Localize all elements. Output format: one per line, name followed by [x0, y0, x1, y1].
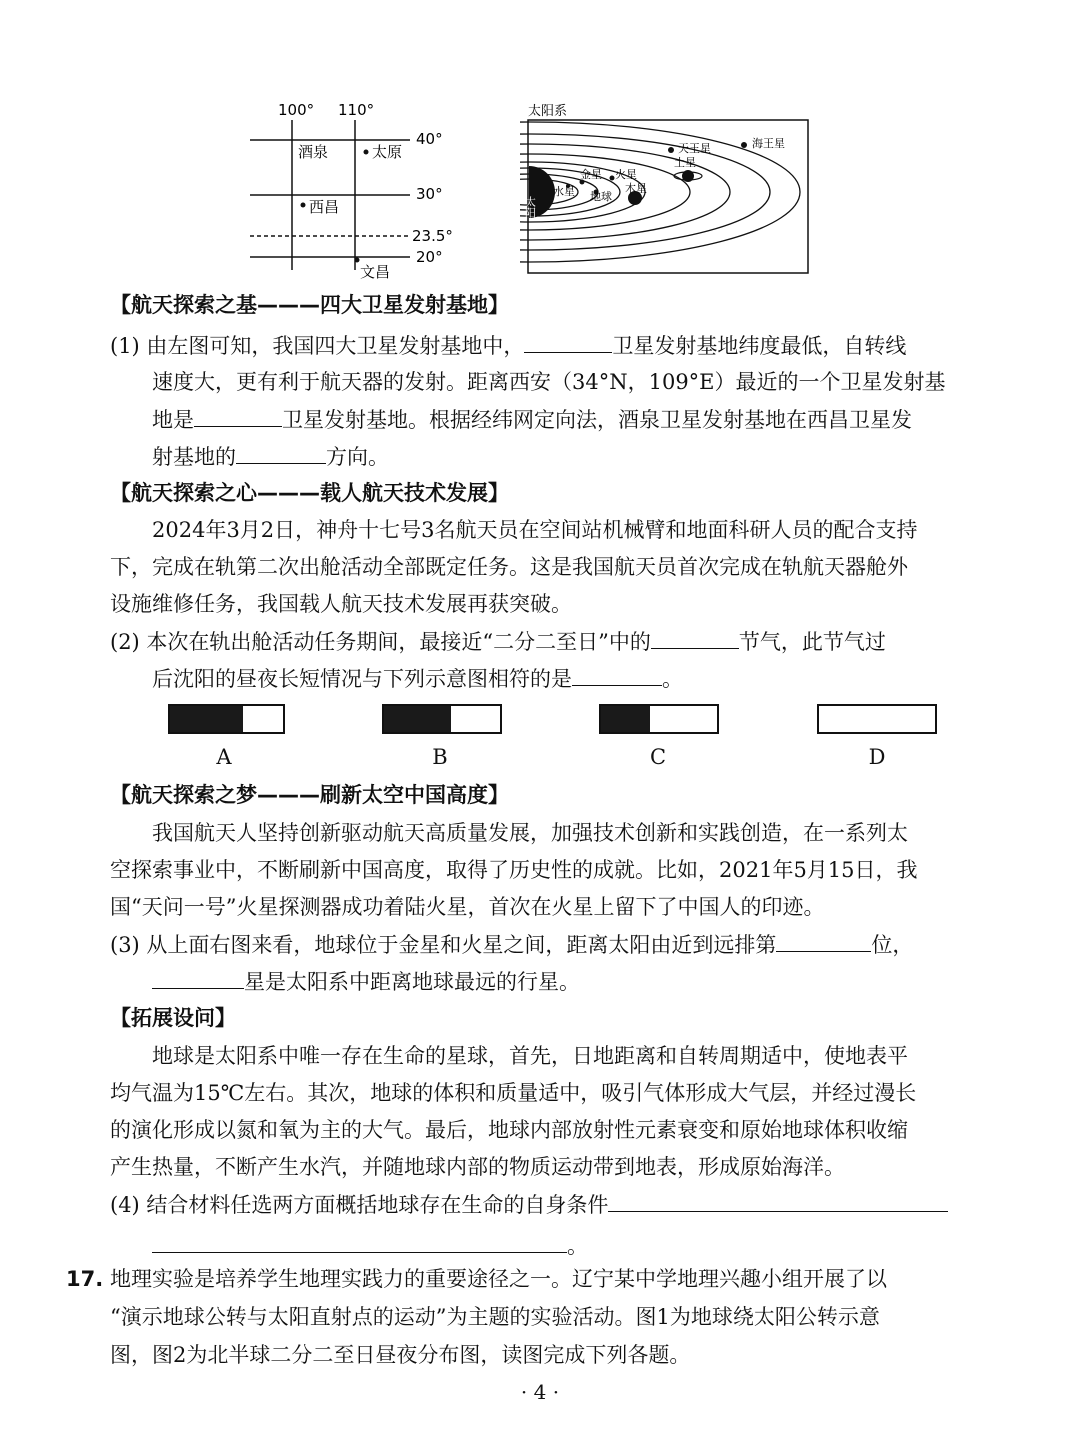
q1-text-f: 射基地的 — [152, 445, 236, 469]
lat-23-5-label: 23.5° — [412, 227, 453, 245]
q3-text-c: 星是太阳系中距离地球最远的行星。 — [244, 970, 580, 994]
q1-line2: 速度大，更有利于航天器的发射。距离西安（34°N，109°E）最近的一个卫星发射基 — [152, 370, 946, 394]
lon-100-label: 100° — [278, 101, 315, 119]
q2-blank-2[interactable] — [572, 663, 662, 686]
sec2-para-line1: 2024年3月2日，神舟十七号3名航天员在空间站机械臂和地面科研人员的配合支持 — [152, 518, 918, 542]
q1-text-e: 卫星发射基地。根据经纬网定向法，酒泉卫星发射基地在西昌卫星发 — [282, 408, 912, 432]
saturn-label: 土星 — [674, 156, 696, 169]
sec4-para-line1: 地球是太阳系中唯一存在生命的星球，首先，日地距离和自转周期适中，使地表平 — [152, 1044, 908, 1068]
q17-line2: “演示地球公转与太阳直射点的运动”为主题的实验活动。图1为地球绕太阳公转示意 — [110, 1305, 880, 1329]
q4-line2 — [152, 1230, 588, 1261]
site-wenchang: 文昌 — [360, 263, 391, 281]
neptune-label: 海王星 — [752, 137, 785, 150]
q3-line1 — [110, 929, 913, 960]
uranus-label: 天王星 — [678, 142, 711, 155]
section4-heading: 【拓展设问】 — [110, 1006, 236, 1030]
option-b-night — [384, 706, 451, 732]
q1-blank-1[interactable] — [524, 330, 612, 353]
sec2-para-line2: 下，完成在轨第二次出舱活动全部既定任务。这是我国航天员首次完成在轨航天器舱外 — [110, 555, 908, 579]
site-xichang: 西昌 — [309, 198, 340, 216]
jupiter-label: 木星 — [625, 182, 647, 195]
q4-blank-1[interactable] — [608, 1189, 948, 1212]
sec3-para-line1: 我国航天人坚持创新驱动航天高质量发展，加强技术创新和实践创造，在一系列太 — [152, 821, 908, 845]
option-c-label: C — [649, 745, 667, 769]
lat-30-label: 30° — [416, 185, 443, 203]
sun-label: 太阳 — [523, 196, 537, 218]
q4-text-b: 。 — [567, 1234, 588, 1258]
q2-text-d: 。 — [662, 667, 683, 691]
q4-blank-2[interactable] — [152, 1230, 567, 1253]
q2-line2 — [152, 663, 683, 694]
q2-text-a: (2) 本次在轨出舱活动任务期间，最接近“二分二至日”中的 — [110, 630, 651, 654]
option-b-label: B — [432, 745, 448, 769]
q3-blank-1[interactable] — [776, 929, 871, 952]
page-number: · 4 · — [520, 1380, 560, 1404]
q2-text-b: 节气，此节气过 — [738, 630, 886, 654]
q1-text-d: 地是 — [152, 408, 194, 432]
q3-text-a: (3) 从上面右图来看，地球位于金星和火星之间，距离太阳由近到远排第 — [110, 933, 777, 957]
q1-blank-3[interactable] — [236, 441, 326, 464]
sec4-para-line3: 的演化形成以氮和氧为主的大气。最后，地球内部放射性元素衰变和原始地球体积收缩 — [110, 1118, 908, 1142]
q2-text-c: 后沈阳的昼夜长短情况与下列示意图相符的是 — [152, 667, 572, 691]
option-c-bar — [599, 704, 719, 734]
sec4-para-line4: 产生热量，不断产生水汽，并随地球内部的物质运动带到地表，形成原始海洋。 — [110, 1155, 845, 1179]
option-d-bar — [817, 704, 937, 734]
q3-blank-2[interactable] — [152, 966, 244, 989]
solar-system-diagram — [520, 100, 820, 280]
site-taiyuan: 太原 — [372, 143, 403, 161]
q1-text-b: 卫星发射基地纬度最低，自转线 — [612, 334, 907, 358]
mercury-label: 水星 — [553, 185, 575, 198]
q1-text-g: 方向。 — [326, 445, 389, 469]
sec3-para-line2: 空探索事业中，不断刷新中国高度，取得了历史性的成就。比如，2021年5月15日，我 — [110, 858, 918, 882]
section3-heading: 【航天探索之梦———刷新太空中国高度】 — [110, 783, 509, 807]
q2-line1 — [110, 626, 886, 657]
q1-blank-2[interactable] — [194, 404, 282, 427]
q1-line1 — [110, 330, 906, 361]
q4-text-a: (4) 结合材料任选两方面概括地球存在生命的自身条件 — [110, 1193, 609, 1217]
section2-heading: 【航天探索之心———载人航天技术发展】 — [110, 481, 509, 505]
lat-20-label: 20° — [416, 248, 443, 266]
option-c-night — [601, 706, 650, 732]
option-a-night — [170, 706, 243, 732]
option-a-label: A — [216, 745, 232, 769]
option-b-bar — [382, 704, 502, 734]
q17-line1: 地理实验是培养学生地理实践力的重要途径之一。辽宁某中学地理兴趣小组开展了以 — [110, 1267, 887, 1291]
sec4-para-line2: 均气温为15℃左右。其次，地球的体积和质量适中，吸引气体形成大气层，并经过漫长 — [110, 1081, 917, 1105]
q2-blank-1[interactable] — [651, 626, 739, 649]
q3-text-b: 位， — [871, 933, 914, 957]
q1-line3 — [152, 404, 912, 435]
sec2-para-line3: 设施维修任务，我国载人航天技术发展再获突破。 — [110, 592, 572, 616]
section1-heading: 【航天探索之基———四大卫星发射基地】 — [110, 293, 509, 317]
q4-line1 — [110, 1189, 948, 1220]
sec3-para-line3: 国“天问一号”火星探测器成功着陆火星，首次在火星上留下了中国人的印迹。 — [110, 895, 825, 919]
solar-title: 太阳系 — [528, 104, 568, 119]
q17-number: 17. — [66, 1267, 104, 1291]
lat-40-label: 40° — [416, 130, 443, 148]
q1-text-a: (1) 由左图可知，我国四大卫星发射基地中， — [110, 334, 525, 358]
lon-110-label: 110° — [338, 101, 375, 119]
earth-label: 地球 — [590, 190, 612, 203]
q3-line2 — [152, 966, 580, 997]
q1-line4 — [152, 441, 389, 472]
q17-line3: 图，图2为北半球二分二至日昼夜分布图，读图完成下列各题。 — [110, 1343, 691, 1367]
option-a-bar — [168, 704, 285, 734]
venus-label: 金星 — [580, 168, 602, 181]
option-d-label: D — [868, 745, 886, 769]
site-jiuquan: 酒泉 — [298, 143, 329, 161]
mars-label: 火星 — [615, 168, 637, 181]
latlon-grid-map — [240, 95, 470, 285]
